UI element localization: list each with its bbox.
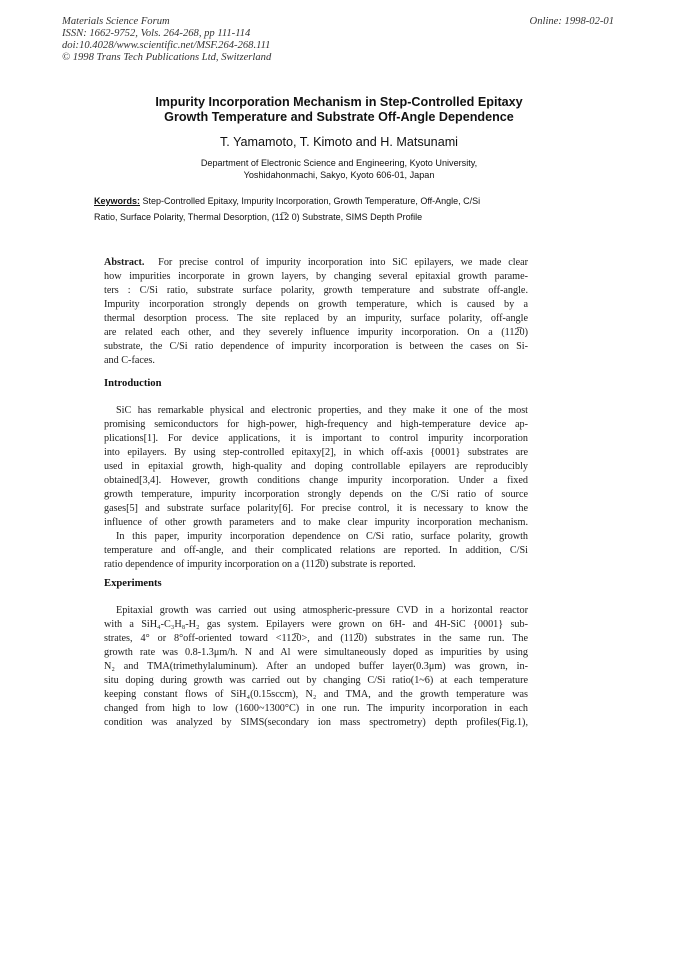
keywords-label: Keywords: (94, 196, 141, 206)
issn-line: ISSN: 1662-9752, Vols. 264-268, pp 111-114 (62, 28, 251, 39)
keywords-text: Step-Controlled Epitaxy, Impurity Incorporation, Growth Temperature, Off-Angle, C/Si (142, 196, 481, 206)
section-heading-introduction: Introduction (104, 378, 162, 389)
experiments-line: strates, 4° or 8°off-oriented toward <112̅0>, and (112̅0) substrates in the same run. The (104, 633, 528, 644)
abstract-first-line: For precise control of impurity incorporation into SiC epilayers, we made clear (158, 257, 528, 268)
intro-line: SiC has remarkable physical and electronic properties, and they make it one of the most (116, 405, 528, 416)
affiliation-line: Department of Electronic Science and Engineering, Kyoto University, (200, 158, 478, 168)
intro-line: growth temperature, impurity incorporation strongly depends on the C/Si ratio of source (104, 489, 528, 500)
online-date: Online: 1998-02-01 (529, 16, 614, 27)
abstract-line (104, 256, 528, 270)
experiments-line: growth rate was 0.8-1.3μm/h. N and Al were simultaneously doped as impurities by using (104, 647, 528, 658)
intro-line: In this paper, impurity incorporation dependence on C/Si ratio, surface polarity, growth (116, 531, 528, 542)
doi-line: doi:10.4028/www.scientific.net/MSF.264-268.111 (62, 40, 271, 51)
experiments-line: situ doping during growth was carried out by changing C/Si ratio(1~6) at each temperature (104, 675, 528, 686)
abstract-line: Impurity incorporation strongly depends on growth temperature, which is caused by a (104, 299, 528, 310)
experiments-line: with a SiH₄-C₃H₈-H₂ gas system. Epilayers were grown on 6H- and 4H-SiC {0001} sub- (104, 619, 528, 630)
copyright-line: © 1998 Trans Tech Publications Ltd, Switzerland (62, 52, 272, 63)
abstract-line: ters : C/Si ratio, substrate surface polarity, growth temperature and substrate off-angle. (104, 285, 528, 296)
experiments-line: condition was analyzed by SIMS(secondary ion mass spectrometry) depth profiles(Fig.1), (104, 717, 528, 728)
keywords-line: Ratio, Surface Polarity, Thermal Desorption, (11̅2 0) Substrate, SIMS Depth Profile (94, 212, 423, 222)
intro-line: plications[1]. For device applications, it is important to control impurity incorporation (104, 433, 528, 444)
experiments-line: keeping constant flows of SiH₄(0.15sccm), N₂ and TMA, and the growth temperature was (104, 689, 528, 700)
abstract-line: thermal desorption process. The site replaced by an impurity, surface polarity, off-angle (104, 313, 528, 324)
journal-info (62, 16, 271, 64)
intro-line: influence of other growth parameters and to make clear impurity incorporation mechanism. (104, 517, 528, 528)
title-line: Growth Temperature and Substrate Off-Angle Dependence (164, 110, 514, 124)
intro-line: obtained[3,4]. However, growth conditions change impurity incorporation. Under a fixed (104, 475, 528, 486)
abstract-line: how impurities incorporate in grown layers, by changing several epitaxial growth parame- (104, 271, 528, 282)
journal-name: Materials Science Forum (62, 16, 170, 27)
intro-line: used in epitaxial growth, high-quality and doping controllable epilayers are reproducibly (104, 461, 528, 472)
affiliation (60, 157, 618, 181)
authors: T. Yamamoto, T. Kimoto and H. Matsunami (220, 135, 458, 149)
experiments-line: N₂ and TMA(trimethylaluminum). After an undoped buffer layer(0.3μm) was grown, in- (104, 661, 528, 672)
affiliation-line: Yoshidahonmachi, Sakyo, Kyoto 606-01, Japan (243, 170, 435, 180)
intro-line: promising semiconductors for high-power, high-frequency and high-temperature device ap- (104, 419, 528, 430)
abstract-line: are related each other, and they severely influence impurity incorporation. On a (112̅0) (104, 327, 528, 338)
abstract-line: substrate, the C/Si ratio dependence of impurity incorporation is between the cases on Si- (104, 341, 528, 352)
paper-title (60, 95, 618, 125)
experiments-line: changed from high to low (1600~1300°C) in one run. The impurity incorporation in each (104, 703, 528, 714)
title-line: Impurity Incorporation Mechanism in Step-Controlled Epitaxy (155, 95, 523, 109)
abstract-line: and C-faces. (104, 355, 155, 366)
intro-line: into epilayers. By using step-controlled epitaxy[2], in which off-axis {0001} substrates are (104, 447, 528, 458)
experiments-line: Epitaxial growth was carried out using atmospheric-pressure CVD in a horizontal reactor (116, 605, 528, 616)
intro-line: temperature and off-angle, and their complicated relations are reported. In addition, C/Si (104, 545, 528, 556)
abstract-label: Abstract. (104, 257, 145, 268)
intro-line: ratio dependence of impurity incorporation on a (112̅0) substrate is reported. (104, 559, 416, 570)
keywords-line (94, 193, 554, 209)
intro-line: gases[5] and substrate surface polarity[6]. For precise control, it is necessary to know the (104, 503, 528, 514)
section-heading-experiments: Experiments (104, 578, 162, 589)
keywords (94, 193, 554, 225)
